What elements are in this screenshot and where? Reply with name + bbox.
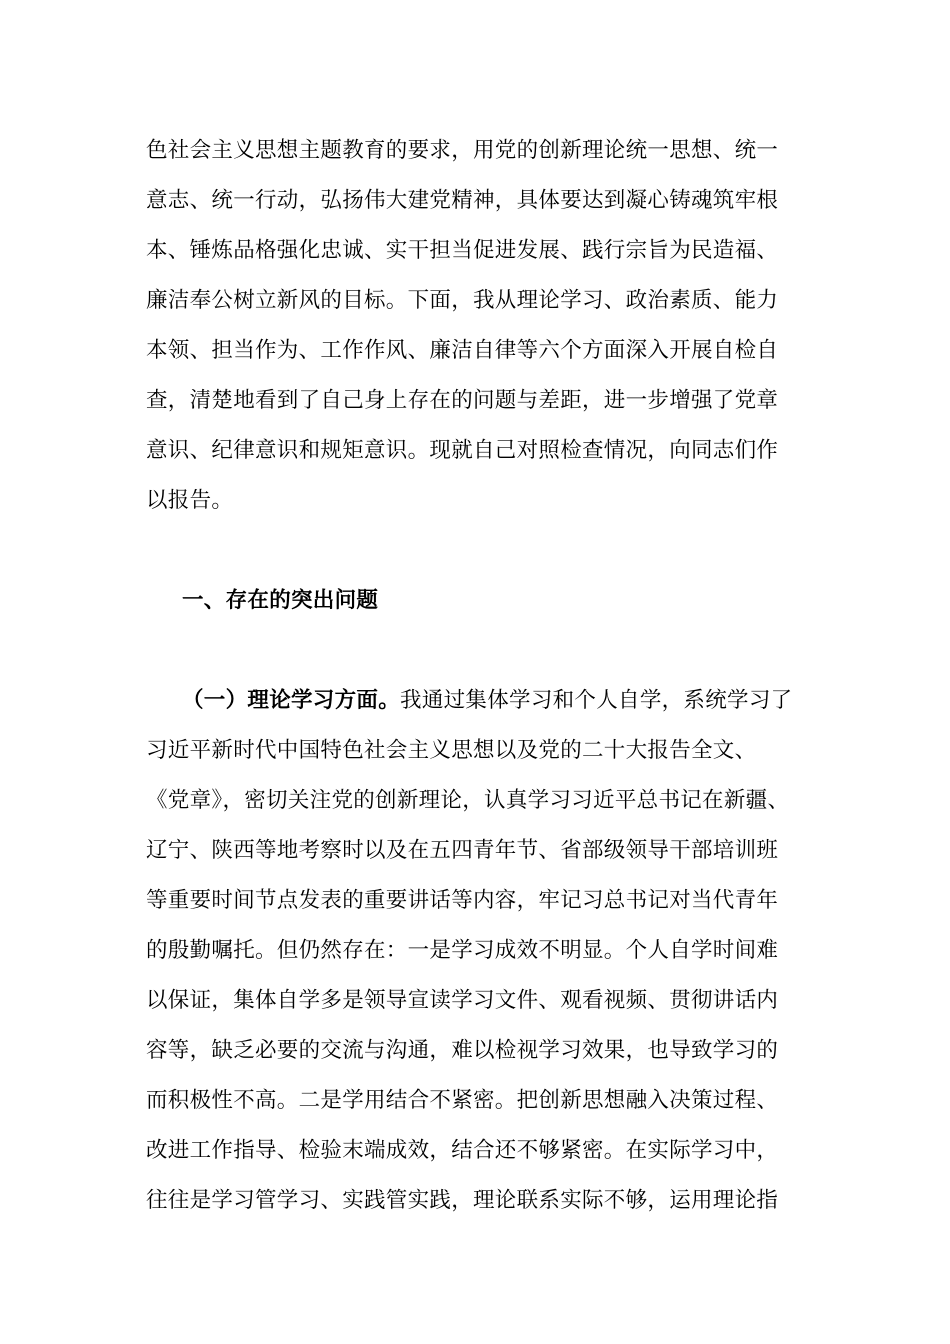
intro-line-2: 意志、统一行动，弘扬伟大建党精神，具体要达到凝心铸魂筑牢根 bbox=[146, 188, 779, 213]
intro-line-7: 意识、纪律意识和规矩意识。现就自己对照检查情况，向同志们作 bbox=[146, 438, 779, 463]
body-line-7: 以保证，集体自学多是领导宣读学习文件、观看视频、贯彻讲话内 bbox=[146, 988, 779, 1013]
intro-line-6: 查，清楚地看到了自己身上存在的问题与差距，进一步增强了党章 bbox=[146, 388, 779, 413]
intro-line-8: 以报告。 bbox=[146, 488, 234, 513]
intro-line-4: 廉洁奉公树立新风的目标。下面，我从理论学习、政治素质、能力 bbox=[146, 288, 779, 313]
body-line-6: 的殷勤嘱托。但仍然存在：一是学习成效不明显。个人自学时间难 bbox=[146, 938, 779, 963]
body-line-4: 辽宁、陕西等地考察时以及在五四青年节、省部级领导干部培训班 bbox=[146, 838, 779, 863]
subsection-first-line bbox=[182, 686, 792, 716]
body-line-2: 习近平新时代中国特色社会主义思想以及党的二十大报告全文、 bbox=[146, 738, 757, 763]
intro-line-1: 色社会主义思想主题教育的要求，用党的创新理论统一思想、统一 bbox=[146, 138, 779, 163]
body-line-8: 容等，缺乏必要的交流与沟通，难以检视学习效果，也导致学习的 bbox=[146, 1038, 779, 1063]
intro-line-3: 本、锤炼品格强化忠诚、实干担当促进发展、践行宗旨为民造福、 bbox=[146, 238, 779, 263]
body-line-11: 往往是学习管学习、实践管实践，理论联系实际不够，运用理论指 bbox=[146, 1188, 779, 1213]
body-line-9: 而积极性不高。二是学用结合不紧密。把创新思想融入决策过程、 bbox=[146, 1088, 779, 1113]
section-heading: 一、存在的突出问题 bbox=[182, 588, 379, 613]
subsection-first-line-text: 我通过集体学习和个人自学，系统学习了 bbox=[400, 688, 793, 713]
body-line-10: 改进工作指导、检验末端成效，结合还不够紧密。在实际学习中， bbox=[146, 1138, 779, 1163]
subsection-label: （一）理论学习方面。 bbox=[182, 688, 401, 713]
body-line-3: 《党章》，密切关注党的创新理论，认真学习习近平总书记在新疆、 bbox=[146, 788, 790, 813]
body-line-5: 等重要时间节点发表的重要讲话等内容，牢记习总书记对当代青年 bbox=[146, 888, 779, 913]
intro-line-5: 本领、担当作为、工作作风、廉洁自律等六个方面深入开展自检自 bbox=[146, 338, 779, 363]
